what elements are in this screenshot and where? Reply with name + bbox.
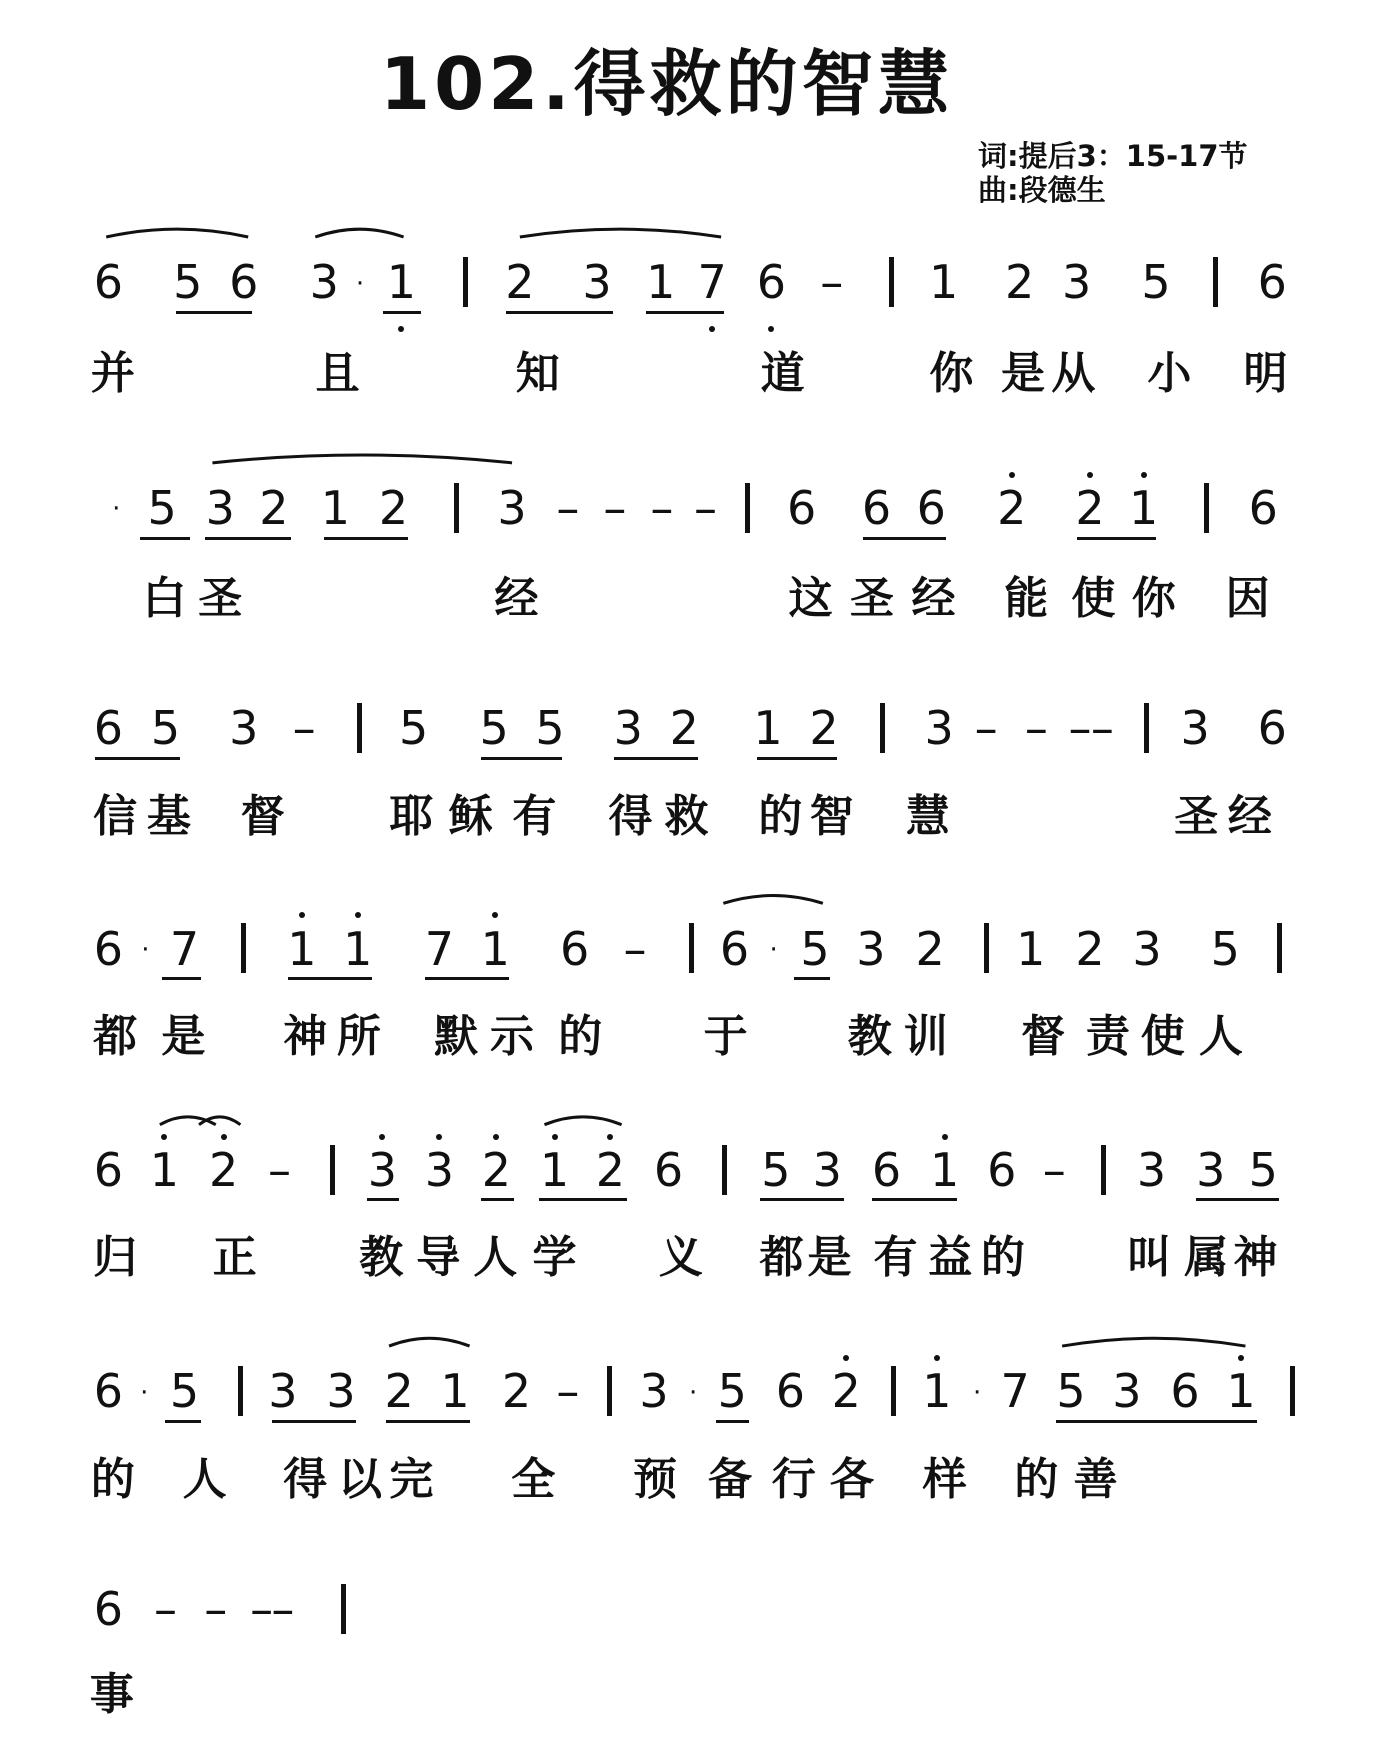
note-digit: 5 [479, 701, 509, 756]
lyric-char: 义 [658, 1232, 703, 1284]
lyric-char: 人 [1198, 1011, 1243, 1063]
sustain-dash: – [267, 1143, 291, 1198]
note-digit: 5 [1248, 1143, 1278, 1198]
note-digit: 3 [229, 701, 259, 756]
sustain-dash: – [974, 701, 998, 756]
note-digit: 2 [501, 1364, 532, 1419]
note-digit: 3 [1196, 1143, 1226, 1198]
lyric-char: 学 [532, 1232, 577, 1284]
sustain-dash: – [556, 1364, 580, 1419]
lyric-char: 使 [1071, 572, 1116, 624]
note-digit: 7 [1000, 1364, 1030, 1419]
note-digit: 6 [786, 481, 817, 536]
lyric-char: 教 [847, 1011, 892, 1063]
note-digit: 3 [497, 481, 527, 536]
sustain-dash: – [1090, 701, 1114, 756]
lyric-char: 经 [494, 572, 539, 624]
note-digit: 1 [539, 1143, 570, 1198]
lyric-char: 归 [93, 1232, 138, 1284]
lyric-char: 的 [980, 1232, 1025, 1284]
lyric-char: 叫 [1127, 1232, 1172, 1284]
note-digit: 2 [915, 921, 945, 976]
note-digit: 2 [997, 481, 1027, 536]
note-digit: 1 [149, 1143, 179, 1198]
note-digit: 5 [761, 1143, 791, 1198]
note-digit: 1 [753, 701, 783, 756]
lyric-char: 明 [1243, 348, 1288, 400]
composer-credit: 曲:段德生 [978, 173, 1106, 207]
note-digit: 6 [93, 255, 124, 310]
sustain-dash: – [204, 1582, 228, 1637]
note-digit: 6 [987, 1143, 1017, 1198]
lyric-char: 使 [1140, 1011, 1185, 1063]
lyric-char: 经 [911, 572, 956, 624]
note-digit: 2 [378, 481, 409, 536]
note-digit: 2 [259, 481, 289, 536]
note-digit: 6 [871, 1143, 902, 1198]
note-digit: 6 [93, 701, 124, 756]
note-digit: 1 [386, 255, 416, 310]
lyric-char: 人 [182, 1453, 227, 1505]
note-digit: 3 [424, 1143, 454, 1198]
lyric-char: 神 [1233, 1232, 1278, 1284]
lyric-char: 的 [758, 790, 803, 842]
lyric-char: 以 [337, 1453, 382, 1505]
note-digit: 3 [1112, 1364, 1142, 1419]
lyric-char: 正 [212, 1232, 257, 1284]
sustain-dash: – [271, 1582, 295, 1637]
lyric-char: 善 [1073, 1453, 1118, 1505]
note-digit: 3 [326, 1364, 356, 1419]
slur-arc [1062, 1338, 1245, 1346]
note-digit: 3 [812, 1143, 842, 1198]
lyric-char: 基 [146, 790, 191, 842]
note-digit: 6 [1248, 481, 1278, 536]
lyric-char: 你 [929, 348, 974, 400]
note-digit: 5 [1210, 921, 1240, 976]
note-digit: 6 [93, 1143, 124, 1198]
lyric-char: 圣 [1174, 790, 1219, 842]
sustain-dash: – [623, 921, 647, 976]
note-digit: 6 [775, 1364, 806, 1419]
lyric-char: 神 [283, 1011, 328, 1063]
lyric-char: 是 [807, 1232, 852, 1284]
lyric-char: 益 [928, 1232, 973, 1284]
lyric-char: 导 [416, 1232, 461, 1284]
lyric-char: 都 [93, 1011, 138, 1063]
note-digit: 6 [653, 1143, 684, 1198]
note-digit: 6 [1170, 1364, 1200, 1419]
lyric-char: 能 [1004, 572, 1049, 624]
lyric-char: 督 [1021, 1011, 1066, 1063]
augmentation-dot: · [689, 1377, 698, 1408]
note-digit: 5 [169, 1364, 200, 1419]
lyric-char: 事 [89, 1668, 134, 1720]
sustain-dash: – [603, 481, 627, 536]
note-digit: 2 [809, 701, 839, 756]
note-digit: 3 [367, 1143, 397, 1198]
lyric-char: 责 [1085, 1011, 1130, 1063]
lyric-char: 样 [922, 1453, 967, 1505]
lyric-char: 得 [283, 1453, 328, 1505]
note-digit: 6 [93, 1582, 124, 1637]
lyric-char: 且 [315, 348, 360, 400]
note-digit: 1 [646, 255, 676, 310]
note-digit: 7 [697, 255, 727, 310]
lyric-char: 并 [90, 348, 135, 400]
lyric-char: 慧 [905, 790, 950, 842]
note-digit: 3 [856, 921, 886, 976]
lyric-char: 所 [336, 1011, 381, 1063]
sustain-dash: – [556, 481, 580, 536]
note-digit: 3 [613, 701, 643, 756]
note-digit: 1 [1129, 481, 1159, 536]
note-digit: 6 [93, 1364, 124, 1419]
sustain-dash: – [650, 481, 674, 536]
sustain-dash: – [250, 1582, 274, 1637]
lyric-char: 训 [903, 1011, 948, 1063]
note-digit: 2 [1075, 921, 1105, 976]
lyric-char: 行 [771, 1453, 816, 1505]
note-digit: 6 [560, 921, 590, 976]
augmentation-dot: · [769, 934, 778, 965]
note-digit: 6 [756, 255, 787, 310]
lyric-char: 属 [1184, 1232, 1229, 1284]
song-title: 102.得救的智慧 [380, 42, 954, 126]
lyric-char: 信 [93, 790, 138, 842]
lyric-char: 各 [829, 1453, 874, 1505]
lyric-char: 有 [512, 790, 557, 842]
lyric-char: 从 [1051, 348, 1096, 400]
note-digit: 1 [1226, 1364, 1256, 1419]
note-digit: 2 [505, 255, 535, 310]
augmentation-dot: · [141, 934, 150, 965]
lyric-char: 圣 [198, 572, 243, 624]
note-digit: 2 [208, 1143, 239, 1198]
lyric-char: 的 [558, 1011, 603, 1063]
slur-arc [389, 1338, 469, 1346]
note-digit: 1 [930, 1143, 960, 1198]
lyric-char: 是 [1000, 348, 1045, 400]
note-digit: 6 [719, 921, 750, 976]
augmentation-dot: · [140, 1377, 149, 1408]
slur-arc [106, 229, 248, 237]
lyric-char: 小 [1147, 348, 1192, 400]
lyric-char: 都 [759, 1232, 804, 1284]
lyric-char: 督 [240, 790, 285, 842]
lyric-char: 教 [359, 1232, 404, 1284]
note-digit: 7 [169, 921, 200, 976]
note-digit: 3 [205, 481, 235, 536]
lyric-char: 稣 [448, 790, 493, 842]
note-digit: 5 [1056, 1364, 1086, 1419]
note-digit: 1 [343, 921, 373, 976]
lyric-char: 你 [1131, 572, 1176, 624]
lyric-char: 的 [90, 1453, 135, 1505]
lyric-char: 人 [473, 1232, 518, 1284]
sustain-dash: – [292, 701, 316, 756]
lyric-char: 智 [809, 790, 854, 842]
slur-arc [212, 455, 512, 463]
sustain-dash: – [820, 255, 844, 310]
note-digit: 3 [1061, 255, 1092, 310]
note-digit: 3 [309, 255, 339, 310]
note-digit: 3 [639, 1364, 669, 1419]
sustain-dash: – [1068, 701, 1092, 756]
lyric-char: 因 [1225, 572, 1270, 624]
sustain-dash: – [1024, 701, 1048, 756]
lyricist-credit: 词:提后3：15-17节 [978, 139, 1248, 173]
lyric-char: 这 [788, 572, 833, 624]
note-digit: 2 [1075, 481, 1105, 536]
note-digit: 1 [928, 255, 959, 310]
note-digit: 6 [1257, 255, 1287, 310]
lyric-char: 默 [434, 1011, 479, 1063]
slur-arc [520, 229, 721, 237]
lyric-char: 得 [608, 790, 653, 842]
note-digit: 2 [1004, 255, 1035, 310]
lyric-char: 的 [1014, 1453, 1059, 1505]
note-digit: 3 [268, 1364, 298, 1419]
lyric-char: 备 [708, 1453, 753, 1505]
slur-arc [723, 896, 823, 904]
lyric-char: 经 [1227, 790, 1272, 842]
slur-arc [315, 229, 403, 237]
sustain-dash: – [153, 1582, 177, 1637]
note-digit: 6 [861, 481, 892, 536]
note-digit: 3 [924, 701, 954, 756]
note-digit: 2 [595, 1143, 626, 1198]
lyric-char: 全 [511, 1453, 556, 1505]
note-digit: 2 [481, 1143, 512, 1198]
note-digit: 6 [916, 481, 946, 536]
note-digit: 6 [1257, 701, 1287, 756]
note-digit: 5 [800, 921, 830, 976]
note-digit: 5 [173, 255, 203, 310]
note-digit: 1 [480, 921, 510, 976]
note-digit: 5 [535, 701, 565, 756]
augmentation-dot: · [972, 1377, 982, 1408]
lyric-char: 白 [142, 572, 187, 624]
note-digit: 1 [440, 1364, 470, 1419]
note-digit: 3 [1132, 921, 1162, 976]
lyric-char: 救 [664, 790, 709, 842]
note-digit: 5 [399, 701, 429, 756]
note-digit: 1 [922, 1364, 952, 1419]
sustain-dash: – [1042, 1143, 1066, 1198]
note-digit: 5 [147, 481, 177, 536]
note-digit: 5 [150, 701, 181, 756]
lyric-char: 完 [389, 1453, 434, 1505]
lyric-char: 预 [633, 1453, 678, 1505]
lyric-char: 道 [760, 348, 805, 400]
lyric-char: 知 [515, 348, 560, 400]
note-digit: 3 [1180, 701, 1210, 756]
note-digit: 1 [320, 481, 351, 536]
note-digit: 2 [831, 1364, 861, 1419]
note-digit: 5 [717, 1364, 747, 1419]
note-digit: 2 [669, 701, 699, 756]
augmentation-dot: · [112, 494, 121, 525]
lyric-char: 于 [703, 1011, 748, 1063]
sustain-dash: – [693, 481, 717, 536]
note-digit: 3 [582, 255, 612, 310]
note-digit: 5 [1141, 255, 1171, 310]
slur-arc [544, 1117, 621, 1125]
lyric-char: 耶 [389, 790, 434, 842]
slur-arc [199, 1117, 240, 1125]
note-digit: 1 [1016, 921, 1046, 976]
augmentation-dot: · [355, 268, 365, 299]
lyric-char: 圣 [850, 572, 895, 624]
note-digit: 3 [1136, 1143, 1167, 1198]
note-digit: 7 [424, 921, 454, 976]
note-digit: 2 [384, 1364, 414, 1419]
lyric-char: 是 [161, 1011, 206, 1063]
note-digit: 1 [287, 921, 317, 976]
lyric-char: 示 [490, 1011, 535, 1063]
note-digit: 6 [93, 921, 124, 976]
note-digit: 6 [229, 255, 259, 310]
lyric-char: 有 [873, 1232, 918, 1284]
